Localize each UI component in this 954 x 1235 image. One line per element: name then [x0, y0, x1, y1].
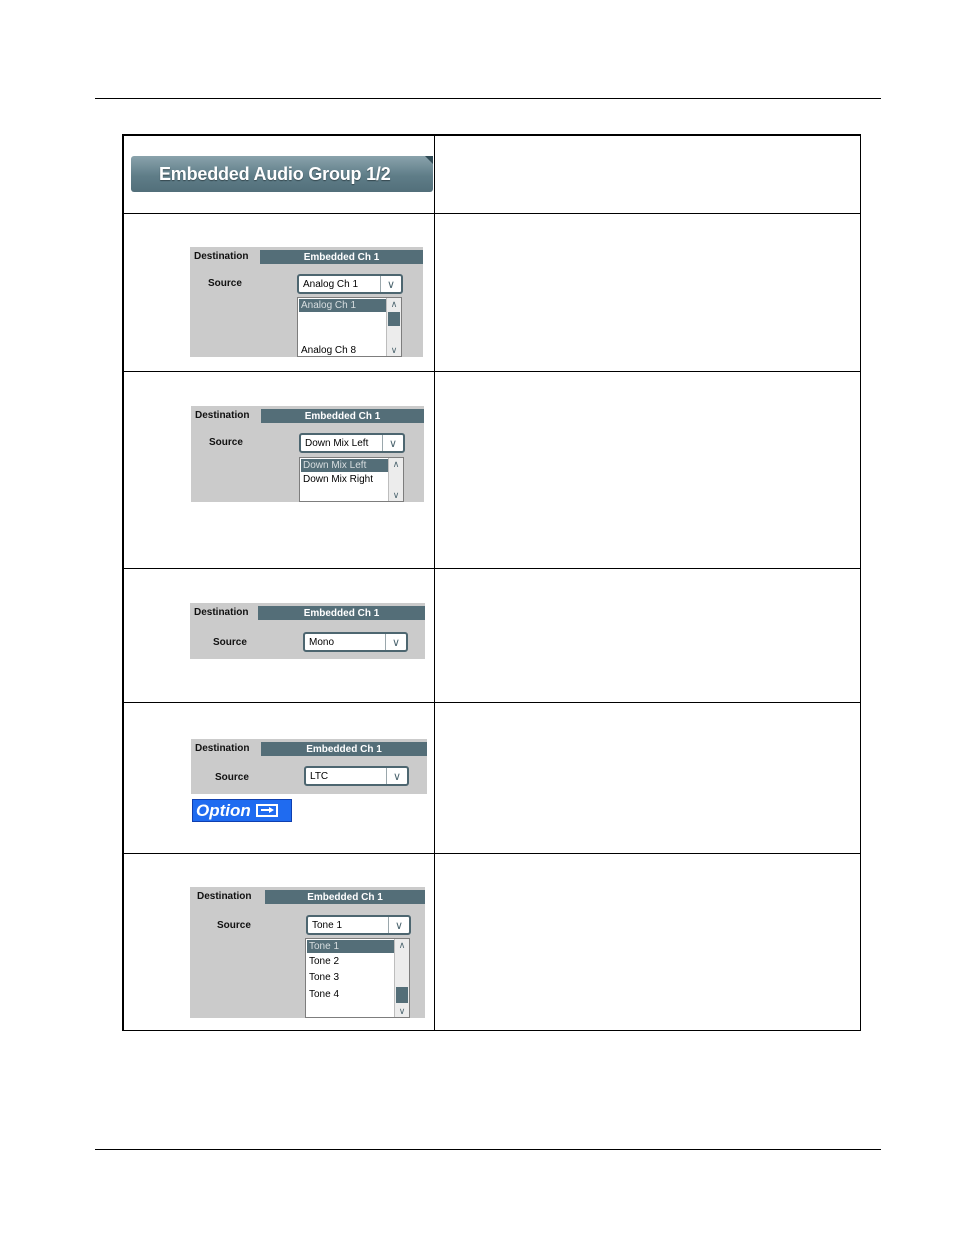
source-label: Source [213, 637, 247, 648]
routing-panel [191, 406, 424, 502]
option-arrow-icon [256, 804, 278, 817]
table-row [124, 214, 860, 372]
chevron-down-icon[interactable]: ∨ [388, 917, 409, 933]
table-row [124, 569, 860, 703]
source-select[interactable] [304, 766, 409, 786]
scroll-thumb[interactable] [388, 312, 400, 326]
chevron-down-icon[interactable]: ∨ [386, 768, 407, 784]
table-cell-right [434, 703, 860, 853]
header-rule [95, 98, 881, 99]
destination-label: Destination [195, 743, 250, 754]
table-row [124, 854, 860, 1030]
source-select-value: Down Mix Left [305, 437, 369, 449]
scroll-up-icon[interactable]: ∧ [398, 939, 406, 950]
destination-value: Embedded Ch 1 [258, 606, 425, 620]
scroll-down-icon[interactable]: ∨ [392, 489, 400, 500]
table-cell-right [434, 214, 860, 371]
source-select-value: Analog Ch 1 [303, 278, 359, 290]
listbox-scrollbar[interactable] [394, 939, 409, 1017]
source-label: Source [209, 437, 243, 448]
table-cell-left [124, 854, 435, 1030]
list-item[interactable]: Tone 4 [309, 989, 340, 1000]
footer-rule [95, 1149, 881, 1150]
source-listbox[interactable] [297, 297, 402, 357]
list-item[interactable]: Down Mix Right [303, 474, 374, 485]
scroll-up-icon[interactable]: ∧ [392, 458, 400, 469]
table-cell-right [434, 136, 860, 213]
table-cell-left [124, 372, 435, 568]
routing-panel [191, 739, 427, 794]
list-item[interactable]: Analog Ch 8 [301, 345, 357, 356]
source-listbox[interactable] [305, 938, 410, 1018]
table-cell-left [124, 136, 435, 213]
destination-value: Embedded Ch 1 [261, 742, 427, 756]
listbox-scrollbar[interactable] [388, 458, 403, 501]
listbox-scrollbar[interactable] [386, 298, 401, 356]
scroll-thumb[interactable] [396, 987, 408, 1003]
destination-value: Embedded Ch 1 [260, 250, 423, 264]
routing-panel [190, 603, 425, 659]
destination-label: Destination [197, 891, 252, 902]
list-item[interactable]: Down Mix Left [301, 459, 389, 472]
chevron-down-icon[interactable]: ∨ [380, 276, 401, 292]
chevron-down-icon[interactable]: ∨ [382, 435, 403, 451]
source-select-value: Tone 1 [312, 919, 343, 931]
scroll-up-icon[interactable]: ∧ [390, 298, 398, 309]
table-cell-left [124, 703, 435, 853]
source-label: Source [215, 772, 249, 783]
scroll-down-icon[interactable]: ∨ [390, 344, 398, 355]
destination-value: Embedded Ch 1 [265, 890, 425, 904]
source-select-value: LTC [310, 770, 329, 782]
option-badge [192, 799, 292, 822]
destination-label: Destination [194, 251, 249, 262]
source-label: Source [208, 278, 242, 289]
scroll-down-icon[interactable]: ∨ [398, 1005, 406, 1016]
list-item[interactable]: Tone 1 [307, 940, 395, 953]
table-cell-right [434, 372, 860, 568]
chevron-down-icon[interactable]: ∨ [385, 634, 406, 650]
destination-value: Embedded Ch 1 [261, 409, 424, 423]
source-select[interactable] [299, 433, 405, 453]
destination-label: Destination [195, 410, 250, 421]
list-item[interactable]: Tone 2 [309, 956, 340, 967]
table-row [124, 703, 860, 854]
table-row [124, 136, 860, 214]
table-cell-right [434, 854, 860, 1030]
table-cell-right [434, 569, 860, 702]
table-cell-left [124, 569, 435, 702]
source-label: Source [217, 920, 251, 931]
destination-label: Destination [194, 607, 249, 618]
source-select[interactable] [297, 274, 403, 294]
table-cell-left [124, 214, 435, 371]
source-listbox[interactable] [299, 457, 404, 502]
routing-panel [190, 887, 425, 1018]
list-item[interactable]: Tone 3 [309, 972, 340, 983]
routing-panel [190, 247, 423, 357]
group-banner [131, 156, 433, 192]
function-table [122, 134, 861, 1031]
table-row [124, 372, 860, 569]
source-select-value: Mono [309, 636, 335, 648]
group-banner-title: Embedded Audio Group 1/2 [159, 163, 391, 184]
source-select[interactable] [303, 632, 408, 652]
option-badge-label: Option [196, 800, 251, 820]
list-item[interactable]: Analog Ch 1 [299, 299, 387, 312]
source-select[interactable] [306, 915, 411, 935]
